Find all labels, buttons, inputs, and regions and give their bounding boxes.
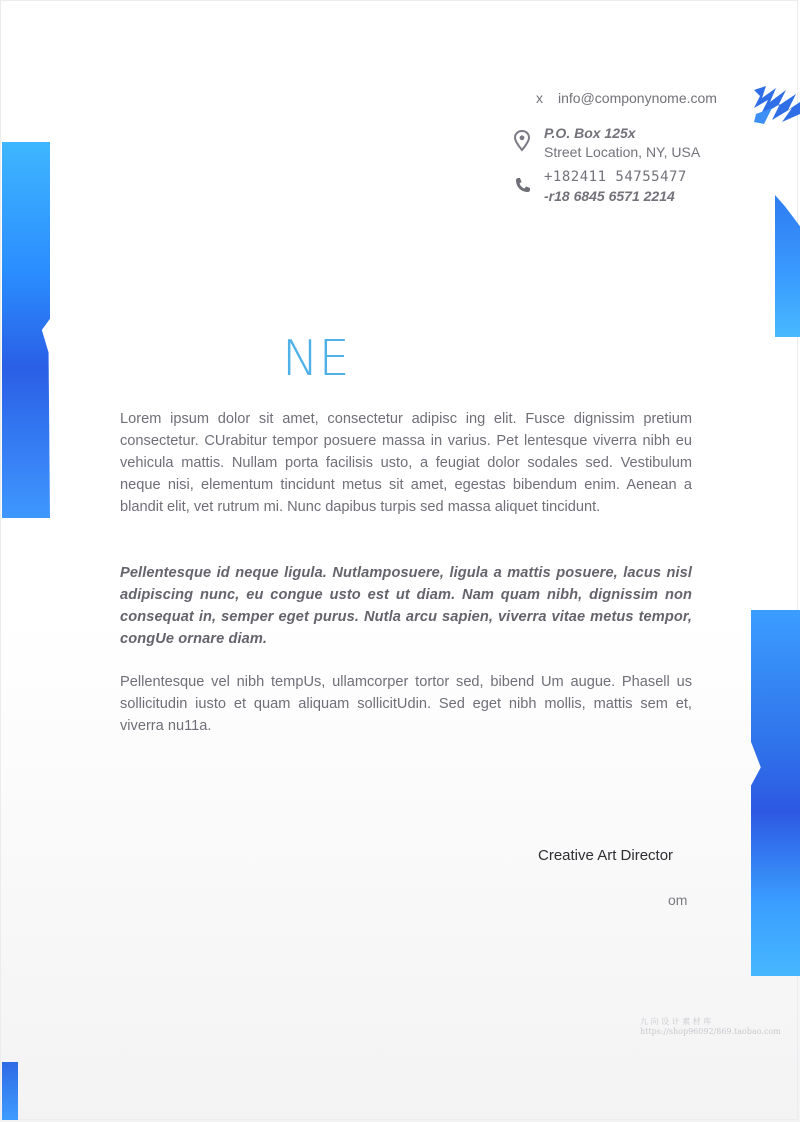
address-line-1: P.O. Box 125x bbox=[544, 125, 636, 141]
phone-line-1[interactable]: +182411 54755477 bbox=[544, 169, 687, 185]
signature-subtitle: om bbox=[668, 892, 688, 908]
phone-icon bbox=[512, 176, 532, 198]
map-pin-icon bbox=[512, 130, 532, 152]
phone-line-2[interactable]: -r18 6845 6571 2214 bbox=[544, 188, 675, 204]
email-address[interactable]: info@componynome.com bbox=[558, 90, 717, 106]
watermark-line-1: 九 向 设 计 素 材 库 bbox=[640, 1017, 712, 1026]
body-paragraph-3: Pellentesque vel nibh tempUs, ullamcorper tortor sed, bibend Um augue. Phasell us sollicitudin iusto et quam aliquam sollicitUdin. Sed eget nibh mollis, mattis sem et, viverra nu11a. bbox=[120, 674, 692, 734]
email-prefix: x bbox=[536, 90, 543, 106]
body-paragraph-2: Pellentesque id neque ligula. Nutlamposuere, ligula a mattis posuere, lacus nisl adipiscing nunc, eu congue usto est ut diam. Nam quam nibh, dignissim non consequat in, semper eget purus. Nutla arcu sapien, viverra vitae metus tempor, congUe ornare diam. bbox=[120, 565, 692, 647]
brush-stroke-mark bbox=[752, 84, 800, 126]
page-heading: NE bbox=[282, 330, 350, 387]
address-line-2: Street Location, NY, USA bbox=[544, 144, 701, 160]
decorative-strip-right-bottom bbox=[751, 610, 800, 976]
watermark bbox=[640, 1017, 781, 1037]
email-row bbox=[536, 90, 717, 106]
body-paragraph-1: Lorem ipsum dolor sit amet, consectetur adipisc ing elit. Fusce dignissim pretium consectetur. CUrabitur tempor posuere massa in varius. Pet lentesque viverra nibh eu vehicula mattis. Nullam porta facilisis usto, a feugiat dolor sodales sed. Vestibulum neque nisi, elementum tincidunt metus sit amet, egestas bibendum enim. Aenean a blandit elit, vet rutrum mi. Nunc dapibus turpis sed massa aliquet tincidunt. bbox=[120, 411, 692, 515]
watermark-line-2: https://shop96092/869.taobao.com bbox=[640, 1027, 781, 1036]
decorative-strip-left-bottom bbox=[2, 1062, 18, 1120]
signature-title: Creative Art Director bbox=[538, 847, 674, 864]
